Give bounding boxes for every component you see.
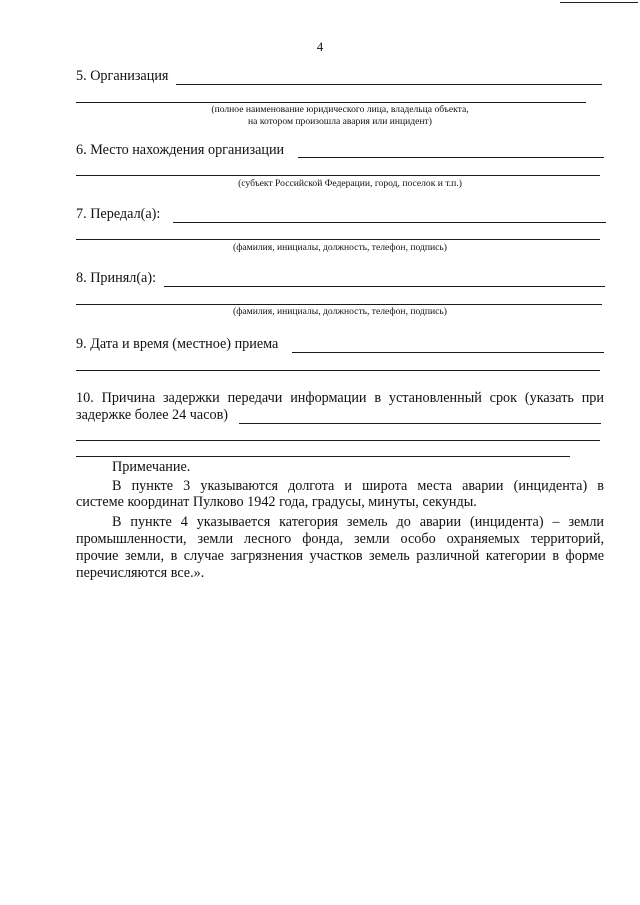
field-8-caption: (фамилия, инициалы, должность, телефон, подпись) xyxy=(233,306,447,317)
note-p1-line-2: системе координат Пулково 1942 года, градусы, минуты, секунды. xyxy=(76,494,477,510)
field-10-line-1: 10. Причина задержки передачи информации в установленный срок (указать при xyxy=(76,390,604,406)
field-7-line-1 xyxy=(173,222,606,223)
note-heading: Примечание. xyxy=(112,459,191,475)
field-8-line-2 xyxy=(76,304,602,305)
field-5-caption-1: (полное наименование юридического лица, владельца объекта, xyxy=(211,104,469,115)
field-10-line-b xyxy=(76,440,600,441)
note-p1-line-1: В пункте 3 указываются долгота и широта места аварии (инцидента) в xyxy=(112,478,604,494)
field-10-line-a xyxy=(239,423,601,424)
field-5-line-2 xyxy=(76,102,586,103)
field-5-line-1 xyxy=(176,84,602,85)
field-6-caption: (субъект Российской Федерации, город, поселок и т.п.) xyxy=(238,178,462,189)
note-p2-line-3: прочие земли, в случае загрязнения участков земель различной категории в форме xyxy=(76,548,604,564)
page-number: 4 xyxy=(316,39,324,54)
note-p2-line-4: перечисляются все.». xyxy=(76,565,205,581)
field-10-line-c xyxy=(76,456,570,457)
field-9-line-1 xyxy=(292,352,604,353)
scan-edge-line xyxy=(560,2,638,3)
field-9-line-2 xyxy=(76,370,600,371)
note-p2-line-2: промышленности, земли лесного фонда, земли особо охраняемых территорий, xyxy=(76,531,604,547)
field-6-line-1 xyxy=(298,157,604,158)
note-p2-line-1: В пункте 4 указывается категория земель до аварии (инцидента) – земли xyxy=(112,514,604,530)
field-7-label: 7. Передал(а): xyxy=(76,206,161,222)
field-8-line-1 xyxy=(164,286,605,287)
field-6-line-2 xyxy=(76,175,600,176)
field-5-caption-2: на котором произошла авария или инцидент) xyxy=(248,116,432,127)
field-10-line-2: задержке более 24 часов) xyxy=(76,407,229,423)
field-9-label: 9. Дата и время (местное) приема xyxy=(76,336,279,352)
field-5-label: 5. Организация xyxy=(76,68,169,84)
field-8-label: 8. Принял(а): xyxy=(76,270,157,286)
field-7-caption: (фамилия, инициалы, должность, телефон, подпись) xyxy=(233,242,447,253)
field-7-line-2 xyxy=(76,239,600,240)
field-6-label: 6. Место нахождения организации xyxy=(76,142,285,158)
